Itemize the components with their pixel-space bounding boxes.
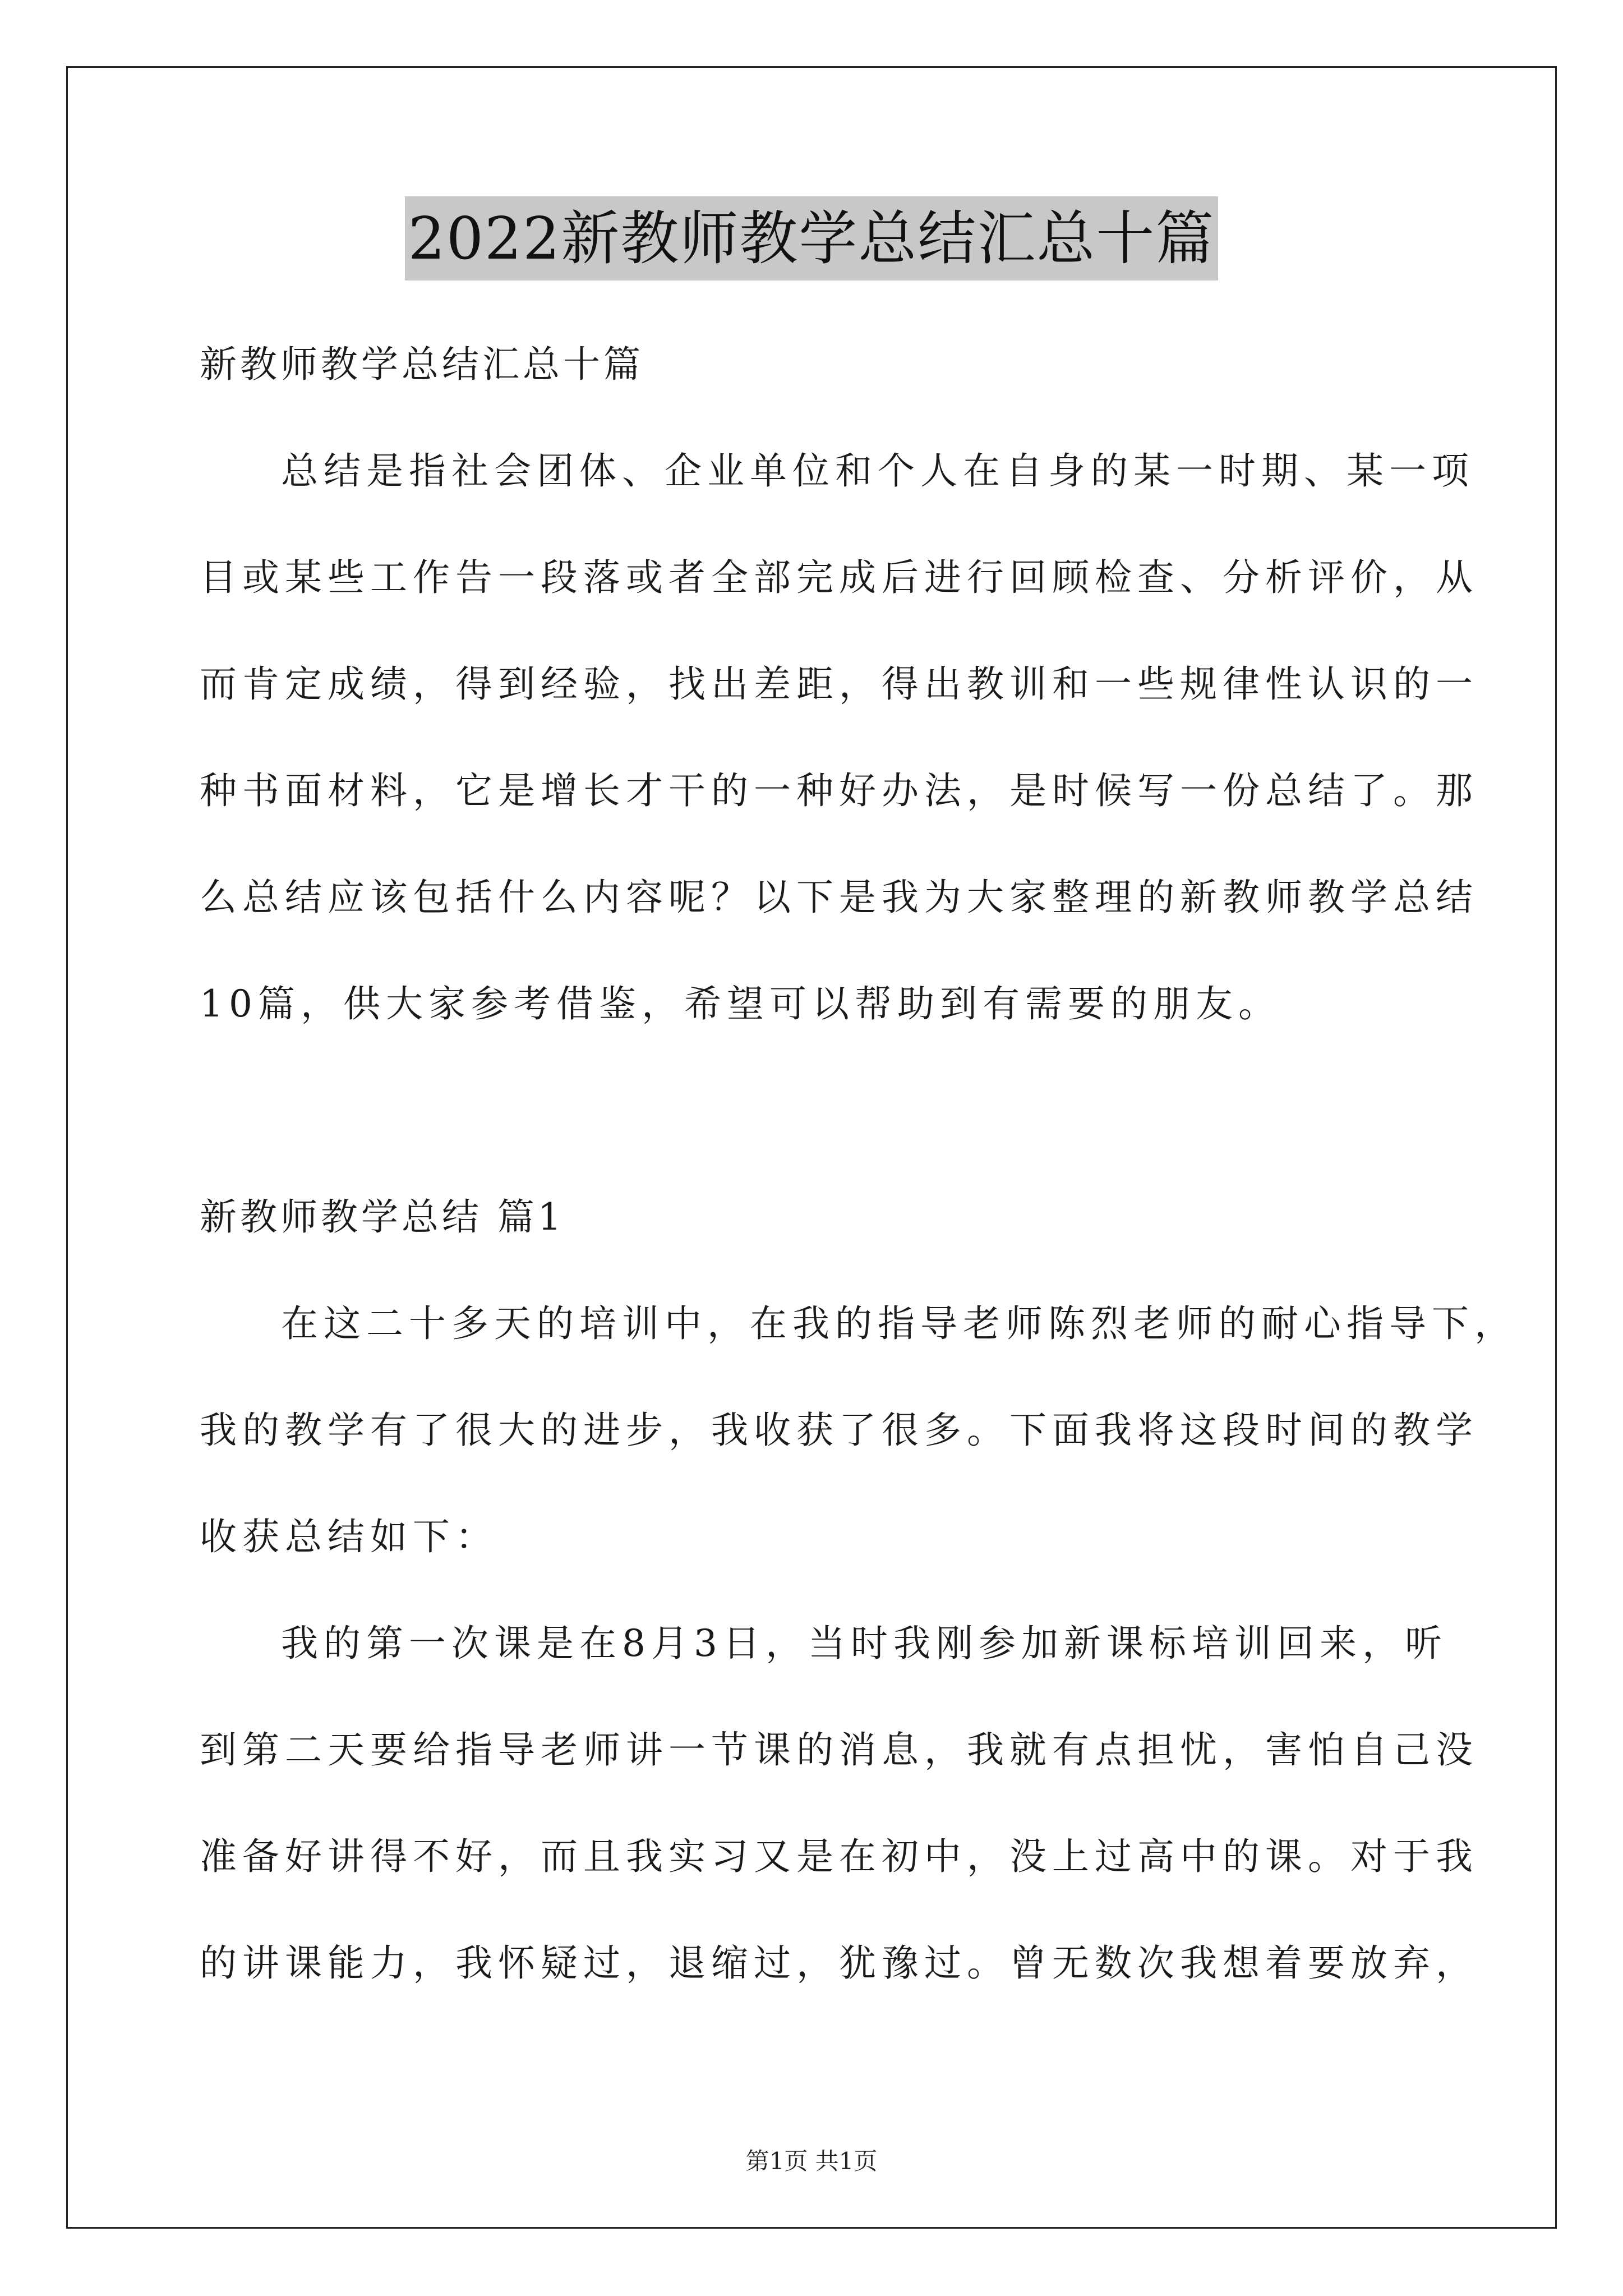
- section-heading: 新教师教学总结 篇1: [200, 1195, 565, 1239]
- intro-line: 总结是指社会团体、企业单位和个人在自身的某一时期、某一项: [281, 449, 1474, 493]
- intro-line: 而肯定成绩，得到经验，找出差距，得出教训和一些规律性认识的一: [200, 662, 1478, 706]
- document-subtitle: 新教师教学总结汇总十篇: [200, 343, 644, 386]
- page-footer: 第1页 共1页: [745, 2147, 878, 2175]
- intro-line: 目或某些工作告一段落或者全部完成后进行回顾检查、分析评价，从: [200, 556, 1478, 599]
- paragraph-line: 收获总结如下：: [200, 1515, 498, 1558]
- intro-line: 种书面材料，它是增长才干的一种好办法，是时候写一份总结了。那: [200, 769, 1478, 812]
- paragraph-line: 准备好讲得不好，而且我实习又是在初中，没上过高中的课。对于我: [200, 1835, 1478, 1878]
- paragraph-line: 到第二天要给指导老师讲一节课的消息，我就有点担忧，害怕自己没: [200, 1728, 1478, 1772]
- paragraph-line: 在这二十多天的培训中，在我的指导老师陈烈老师的耐心指导下，: [281, 1302, 1517, 1345]
- document-title: 2022新教师教学总结汇总十篇: [405, 196, 1219, 280]
- document-body: [200, 311, 1517, 2017]
- intro-line: 么总结应该包括什么内容呢？以下是我为大家整理的新教师教学总结: [200, 876, 1478, 919]
- paragraph-line: 的讲课能力，我怀疑过，退缩过，犹豫过。曾无数次我想着要放弃，: [200, 1941, 1478, 1985]
- intro-line: 10篇，供大家参考借鉴，希望可以帮助到有需要的朋友。: [200, 982, 1281, 1025]
- title-container: [0, 196, 1623, 280]
- paragraph-gap: [200, 1057, 1461, 1164]
- paragraph-line: 我的第一次课是在8月3日，当时我刚参加新课标培训回来，听: [281, 1622, 1447, 1665]
- paragraph-line: 我的教学有了很大的进步，我收获了很多。下面我将这段时间的教学: [200, 1409, 1478, 1452]
